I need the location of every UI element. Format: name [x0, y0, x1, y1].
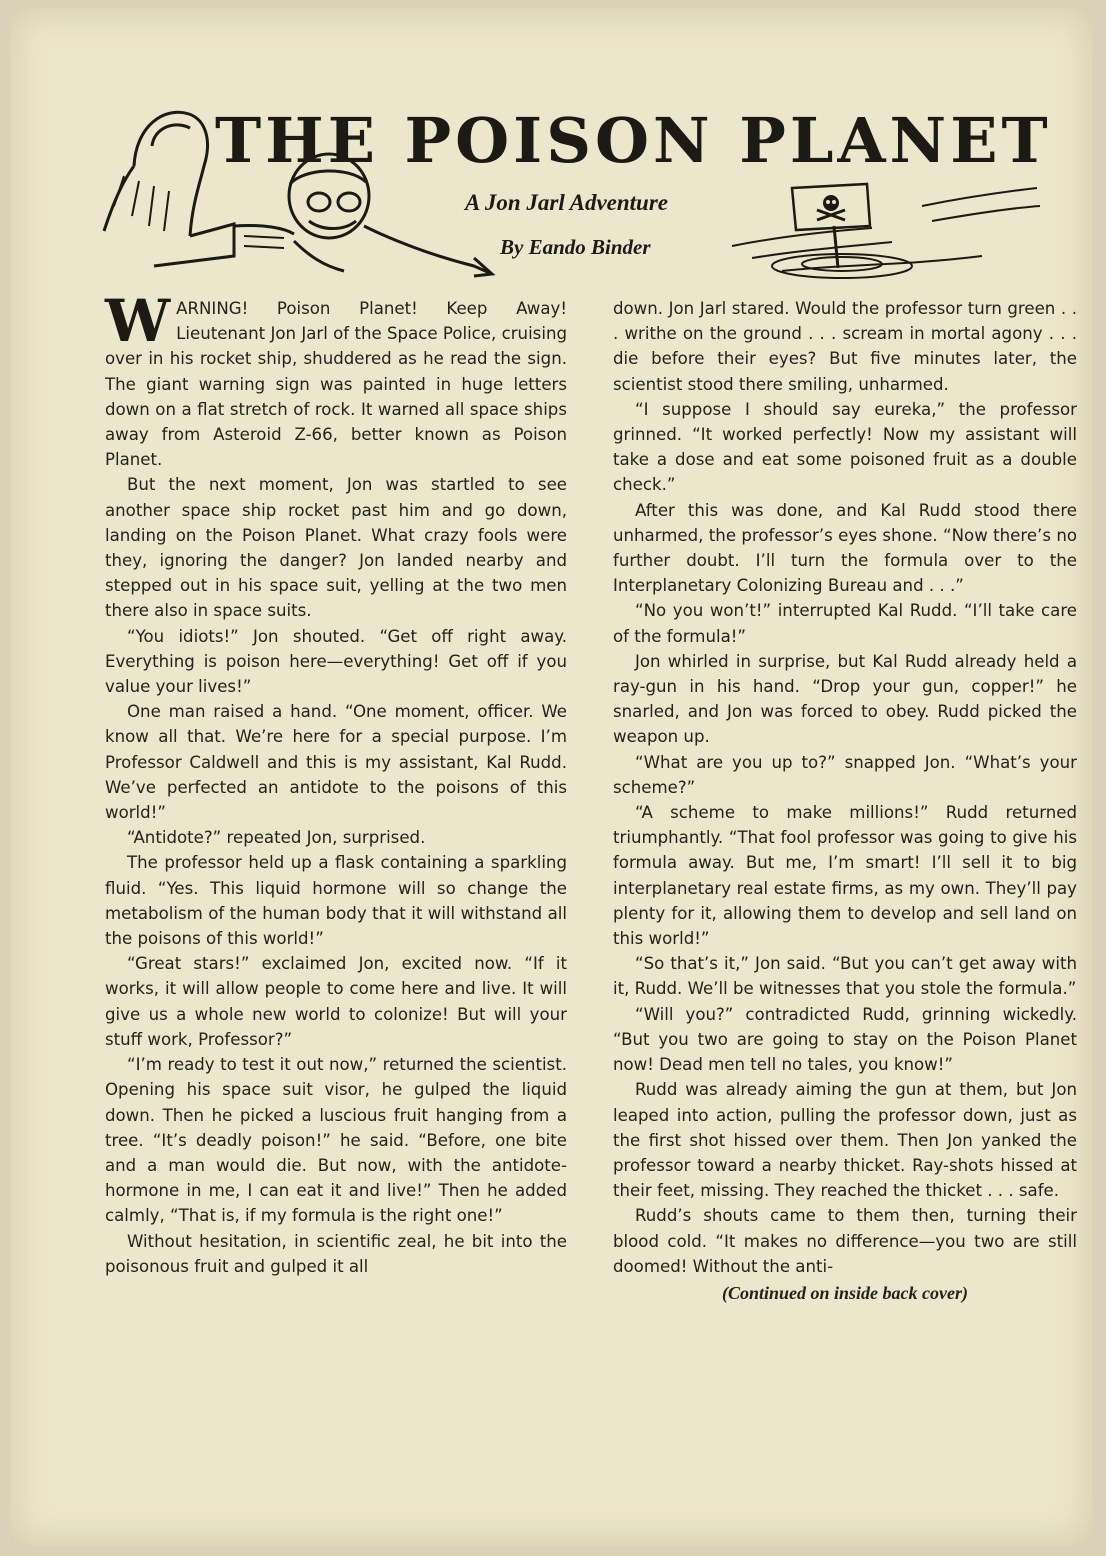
paragraph: “A scheme to make millions!” Rudd returned triumphantly. “That fool professor was going to give his formula away. But me, I’m smart! I’ll sell it to big interplanetary real estate firms, as my own. They’ll pay plenty for it, allowing them to develop and sell land on this world!” [613, 803, 1077, 949]
paragraph: Rudd’s shouts came to them then, turning their blood cold. “It makes no difference—you two are still doomed! Without the anti- [613, 1206, 1077, 1276]
paragraph: Rudd was already aiming the gun at them, but Jon leaped into action, pulling the professor down, just as the first shot hissed over them. Then Jon yanked the professor toward a nearby thicket. Ray-shots hissed at their feet, missing. They reached the thicket . . . safe. [613, 1080, 1077, 1201]
paragraph: One man raised a hand. “One moment, officer. We know all that. We’re here for a special purpose. I’m Professor Caldwell and this is my assistant, Kal Rudd. We’ve perfected an antidote to the poisons of this world!” [105, 702, 567, 823]
paragraph: WARNING! Poison Planet! Keep Away! Lieutenant Jon Jarl of the Space Police, cruising over in his rocket ship, shuddered as he read the sign. The giant warning sign was painted in huge letters down on a flat stretch of rock. It warned all space ships away from Asteroid Z-66, better known as Poison Planet. [105, 287, 567, 470]
paragraph: “You idiots!” Jon shouted. “Get off right away. Everything is poison here—everything! Get off if you value your lives!” [105, 626, 567, 697]
drop-cap: W [105, 287, 171, 355]
paragraph: “I suppose I should say eureka,” the professor grinned. “It worked perfectly! Now my assistant will take a dose and eat some poisoned fruit as a double check.” [613, 399, 1077, 495]
paragraph: But the next moment, Jon was startled to see another space ship rocket past him and go down, landing on the Poison Planet. What crazy fools were they, ignoring the danger? Jon landed nearby and stepped out in his space suit, yelling at the two men there also in space suits. [105, 475, 567, 621]
skull-crossbones-icon [817, 195, 845, 220]
paragraph: After this was done, and Kal Rudd stood there unharmed, the professor’s eyes shone. “Now there’s no further doubt. I’ll turn the formula over to the Interplanetary Colonizing Bureau and . . .” [613, 500, 1077, 596]
article-left-column [105, 287, 567, 1279]
story-title: THE POISON PLANET [215, 104, 1052, 177]
paragraph: The professor held up a flask containing a sparkling fluid. “Yes. This liquid hormone will so change the metabolism of the human body that it will withstand all the poisons of this world!” [105, 853, 567, 949]
warning-sign-illustration [722, 176, 1042, 286]
author-byline: By Eando Binder [500, 235, 651, 259]
continued-note: (Continued on inside back cover) [722, 1282, 968, 1303]
paragraph: “Will you?” contradicted Rudd, grinning wickedly. “But you two are going to stay on the Poison Planet now! Dead men tell no tales, you know!” [613, 1004, 1077, 1075]
paragraph: Jon whirled in surprise, but Kal Rudd already held a ray-gun in his hand. “Drop your gun, copper!” he snarled, and Jon was forced to obey. Rudd picked the weapon up. [613, 651, 1077, 747]
paragraph: “I’m ready to test it out now,” returned the scientist. Opening his space suit visor, he gulped the liquid down. Then he picked a luscious fruit hanging from a tree. “It’s deadly poison!” he said. “Before, one bite and a man would die. But now, with the antidote-hormone in me, I can eat it and live!” Then he added calmly, “That is, if my formula is the right one!” [105, 1055, 567, 1226]
magazine-page [10, 8, 1092, 1546]
story-subtitle: A Jon Jarl Adventure [465, 190, 668, 215]
paragraph: “Antidote?” repeated Jon, surprised. [127, 828, 426, 848]
article-right-column [613, 296, 1077, 1306]
paragraph: Without hesitation, in scientific zeal, he bit into the poisonous fruit and gulped it all [105, 1231, 567, 1276]
paragraph: down. Jon Jarl stared. Would the professor turn green . . . writhe on the ground . . . scream in mortal agony . . . die before their eyes? But five minutes later, the scientist stood there smiling, unharmed. [613, 299, 1077, 394]
paragraph: “What are you up to?” snapped Jon. “What’s your scheme?” [613, 752, 1077, 797]
paragraph: “Great stars!” exclaimed Jon, excited now. “If it works, it will allow people to come here and live. It will give us a whole new world to colonize! But will your stuff work, Professor?” [105, 954, 567, 1049]
paragraph: “No you won’t!” interrupted Kal Rudd. “I’ll take care of the formula!” [613, 601, 1077, 646]
paragraph: “So that’s it,” Jon said. “But you can’t get away with it, Rudd. We’ll be witnesses that you stole the formula.” [613, 954, 1077, 999]
